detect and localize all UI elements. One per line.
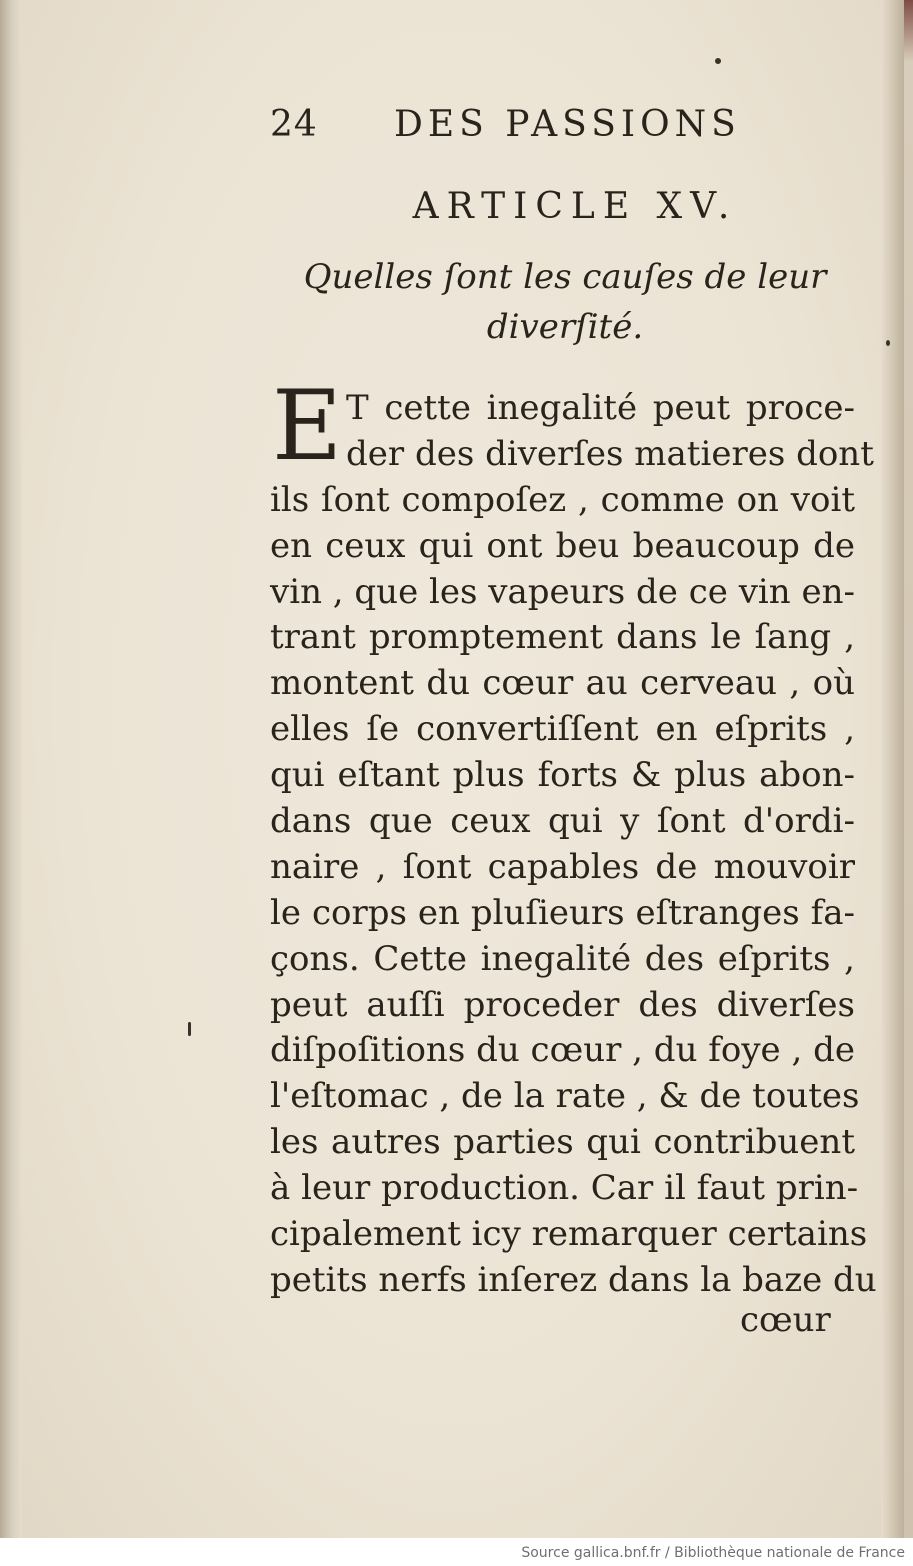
text-line: montent du cœur au cerveau , où [270,663,855,704]
book-spine-edge [904,0,913,1538]
text-line: petits nerfs inſerez dans la baze du [270,1259,877,1300]
text-line: trant promptement dans le ſang , [270,617,855,658]
text-line: T cette inegalité peut proce- [346,388,855,428]
article-subtitle [270,252,860,352]
page-number: 24 [270,104,318,145]
catchword: cœur [740,1300,831,1340]
footer-bar [0,1538,913,1566]
text-line: cipalement icy remarquer certains [270,1214,868,1255]
text-line: vin , que les vapeurs de ce vin en- [270,571,855,612]
text-line: le corps en pluſieurs eſtranges fa- [270,892,855,933]
text-line: à leur production. Car il faut prin- [270,1168,859,1209]
text-line: en ceux qui ont beu beaucoup de [270,525,855,566]
text-line: çons. Cette inegalité des eſprits , [270,938,855,979]
text-line: ils ſont compoſez , comme on voit [270,479,855,520]
text-line: dans que ceux qui y ſont d'ordi- [270,801,855,842]
article-heading: ARTICLE XV. [412,186,738,227]
ink-speck [715,58,721,64]
running-head: DES PASSIONS [394,104,741,145]
subtitle-line: diverſité. [486,307,644,347]
subtitle-line: Quelles ſont les cauſes de leur [303,257,827,297]
text-line: der des diverſes matieres dont [346,433,874,474]
text-line: qui eſtant plus forts & plus abon- [270,755,855,796]
page-header [270,104,860,154]
text-line: les autres parties qui contribuent [270,1122,855,1163]
text-line: naire , ſont capables de mouvoir [270,846,855,887]
drop-cap: E [272,370,343,482]
text-line: l'eſtomac , de la rate , & de toutes [270,1076,860,1117]
text-line: peut auſſi proceder des diverſes [270,984,855,1025]
text-line: diſpoſitions du cœur , du foye , de [270,1030,855,1071]
page-left-edge [0,0,22,1538]
text-line: elles ſe convertiſſent en eſprits , [270,709,855,750]
source-credit: Source gallica.bnf.fr / Bibliothèque nationale de France [521,1545,905,1561]
body-text [270,386,877,1304]
ink-speck [188,1022,191,1036]
ink-speck [886,340,890,346]
